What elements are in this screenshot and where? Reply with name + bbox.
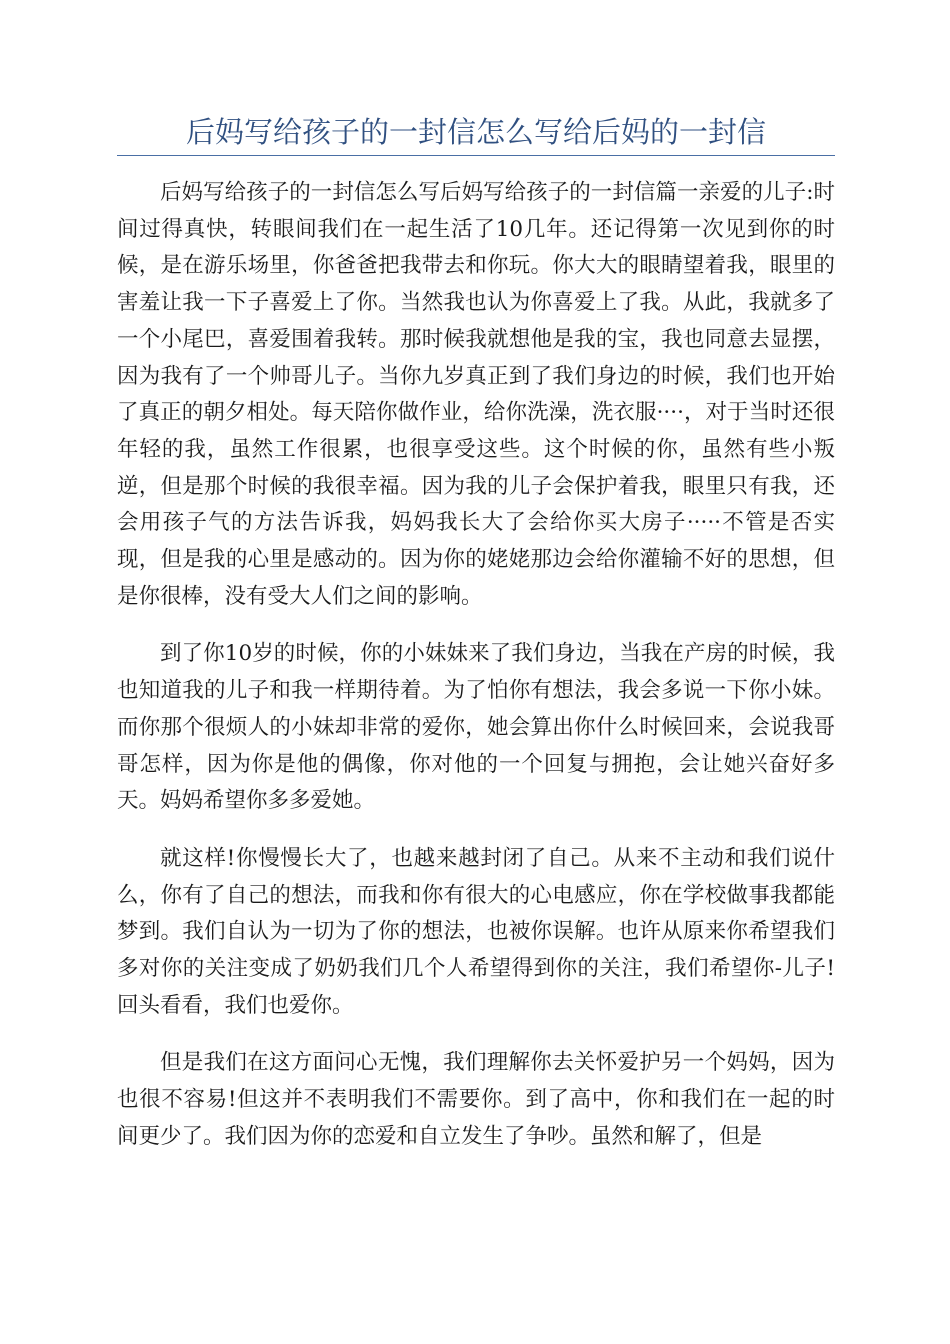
paragraph-2: 到了你10岁的时候，你的小妹妹来了我们身边，当我在产房的时候，我也知道我的儿子和我一样期待着。为了怕你有想法，我会多说一下你小妹。而你那个很烦人的小妹却非常的爱你，她会算出你什么时候回来，会说我哥哥怎样，因为你是他的偶像，你对他的一个回复与拥抱，会让她兴奋好多天。妈妈希望你多多爱她。 [117,641,835,814]
paragraph-1: 后妈写给孩子的一封信怎么写后妈写给孩子的一封信篇一亲爱的儿子:时间过得真快，转眼间我们在一起生活了10几年。还记得第一次见到你的时候，是在游乐场里，你爸爸把我带去和你玩。你大大的眼睛望着我，眼里的害羞让我一下子喜爱上了你。当然我也认为你喜爱上了我。从此，我就多了一个小尾巴，喜爱围着我转。那时候我就想他是我的宝，我也同意去显摆，因为我有了一个帅哥儿子。当你九岁真正到了我们身边的时候，我们也开始了真正的朝夕相处。每天陪你做作业，给你洗澡，洗衣服····，对于当时还很年轻的我，虽然工作很累，也很享受这些。这个时候的你，虽然有些小叛逆，但是那个时候的我很幸福。因为我的儿子会保护着我，眼里只有我，还会用孩子气的方法告诉我，妈妈我长大了会给你买大房子·····不管是否实现，但是我的心里是感动的。因为你的姥姥那边会给你灌输不好的思想，但是你很棒，没有受大人们之间的影响。 [117,180,835,609]
document-title: 后妈写给孩子的一封信怎么写给后妈的一封信 [185,115,766,149]
document-body [117,175,835,1177]
title-underline [117,155,835,156]
paragraph-3: 就这样!你慢慢长大了，也越来越封闭了自己。从来不主动和我们说什么，你有了自己的想法，而我和你有很大的心电感应，你在学校做事我都能梦到。我们自认为一切为了你的想法，也被你误解。也许从原来你希望我们多对你的关注变成了奶奶我们几个人希望得到你的关注，我们希望你-儿子!回头看看，我们也爱你。 [117,845,835,1018]
paragraph-4: 但是我们在这方面问心无愧，我们理解你去关怀爱护另一个妈妈，因为也很不容易!但这并不表明我们不需要你。到了高中，你和我们在一起的时间更少了。我们因为你的恋爱和自立发生了争吵。虽然和解了，但是 [117,1050,835,1149]
